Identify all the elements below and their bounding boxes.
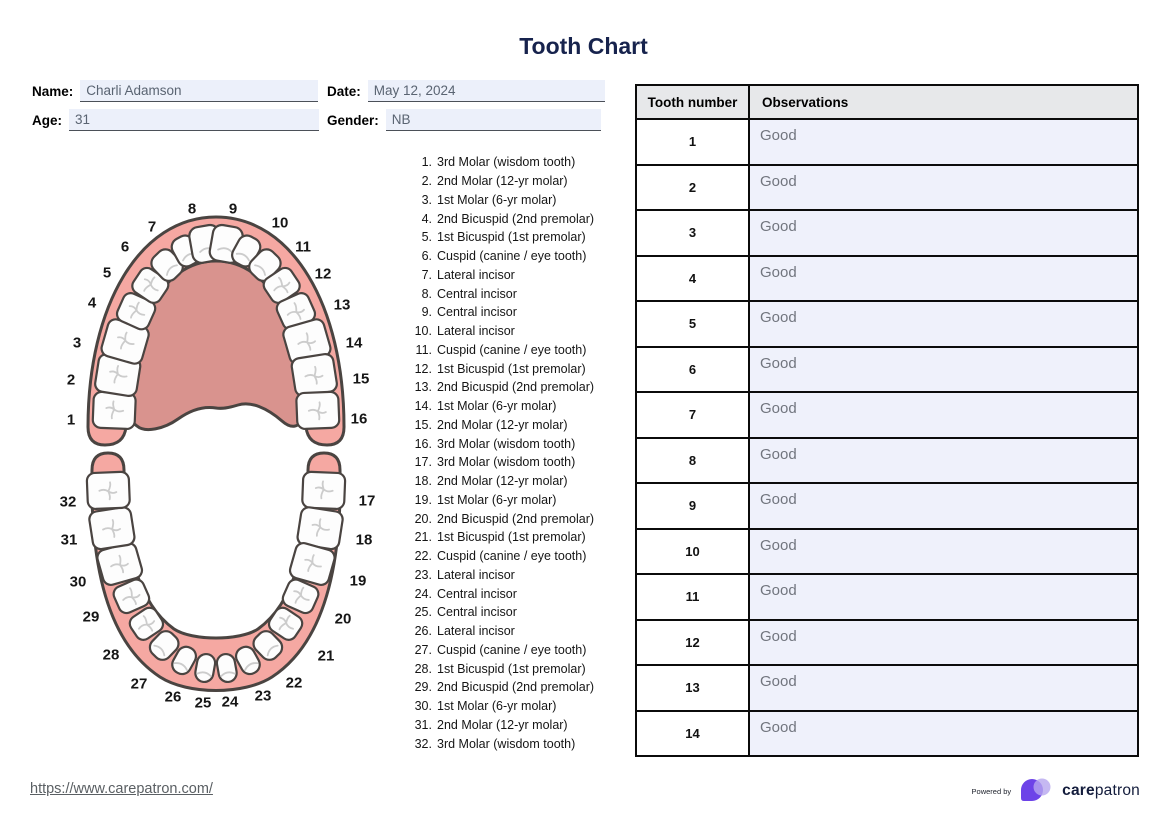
tooth-shape <box>88 506 135 550</box>
tooth-list-label: Cuspid (canine / eye tooth) <box>437 549 587 564</box>
observation-cell[interactable]: Good <box>749 256 1138 302</box>
tooth-number-cell: 3 <box>636 210 749 256</box>
tooth-list-number: 15. <box>414 417 432 432</box>
observations-table <box>635 84 1139 757</box>
tooth-number-label: 12 <box>314 265 332 283</box>
tooth-list-item <box>406 641 638 660</box>
table-row <box>636 301 1138 347</box>
observation-cell[interactable]: Good <box>749 210 1138 256</box>
tooth-name-list <box>406 153 638 753</box>
tooth-list-number: 29. <box>414 680 432 695</box>
tooth-list-label: Cuspid (canine / eye tooth) <box>437 342 587 357</box>
tooth-list-label: 2nd Bicuspid (2nd premolar) <box>437 511 595 526</box>
tooth-number-label: 19 <box>349 572 367 590</box>
carepatron-logo-icon <box>1018 777 1055 805</box>
tooth-list-number: 3. <box>421 192 432 207</box>
tooth-list-label: 3rd Molar (wisdom tooth) <box>437 155 576 170</box>
tooth-list-item <box>406 191 638 210</box>
tooth-list-number: 30. <box>414 699 432 714</box>
tooth-list-item <box>406 359 638 378</box>
tooth-number-label: 16 <box>350 410 368 428</box>
tooth-number-label: 10 <box>271 214 289 232</box>
tooth-list-label: 1st Bicuspid (1st premolar) <box>437 661 586 676</box>
tooth-list-number: 2. <box>421 174 432 189</box>
tooth-number-label: 17 <box>358 492 376 510</box>
tooth-list-item <box>406 397 638 416</box>
tooth-list-number: 31. <box>414 717 432 732</box>
tooth-number-label: 21 <box>317 647 335 665</box>
tooth-list-item <box>406 528 638 547</box>
tooth-shape <box>92 392 135 430</box>
tooth-number-label: 23 <box>254 687 272 705</box>
tooth-number-cell: 6 <box>636 347 749 393</box>
tooth-list-item <box>406 434 638 453</box>
tooth-list-label: Lateral incisor <box>437 324 515 339</box>
gender-label: Gender: <box>327 113 379 128</box>
date-input[interactable]: May 12, 2024 <box>368 80 605 102</box>
tooth-list-number: 13. <box>414 380 432 395</box>
table-row <box>636 438 1138 484</box>
tooth-number-label: 22 <box>285 674 303 692</box>
observation-cell[interactable]: Good <box>749 347 1138 393</box>
tooth-number-label: 29 <box>82 608 100 626</box>
tooth-number-label: 32 <box>59 493 77 511</box>
tooth-number-cell: 5 <box>636 301 749 347</box>
tooth-list-label: Cuspid (canine / eye tooth) <box>437 642 587 657</box>
tooth-number-label: 5 <box>102 264 112 282</box>
tooth-list-item <box>406 266 638 285</box>
tooth-list-number: 27. <box>414 642 432 657</box>
tooth-list-item <box>406 341 638 360</box>
tooth-list-label: 1st Bicuspid (1st premolar) <box>437 361 586 376</box>
tooth-list-item <box>406 659 638 678</box>
tooth-number-cell: 11 <box>636 574 749 620</box>
tooth-number-label: 4 <box>87 294 97 312</box>
tooth-number-label: 6 <box>120 238 130 256</box>
tooth-list-number: 19. <box>414 492 432 507</box>
table-row <box>636 529 1138 575</box>
tooth-list-item <box>406 566 638 585</box>
tooth-list-number: 18. <box>414 474 432 489</box>
tooth-number-label: 27 <box>130 675 148 693</box>
tooth-shape <box>87 472 130 510</box>
tooth-list-label: 2nd Molar (12-yr molar) <box>437 474 568 489</box>
tooth-shape <box>302 472 345 510</box>
tooth-number-label: 2 <box>66 371 76 389</box>
powered-by <box>972 777 1140 805</box>
tooth-number-label: 7 <box>147 218 157 236</box>
tooth-list-item <box>406 153 638 172</box>
tooth-list-number: 25. <box>414 605 432 620</box>
tooth-list-label: 2nd Bicuspid (2nd premolar) <box>437 680 595 695</box>
tooth-list-label: Cuspid (canine / eye tooth) <box>437 249 587 264</box>
table-row <box>636 665 1138 711</box>
date-label: Date: <box>327 84 361 99</box>
table-row <box>636 119 1138 165</box>
tooth-list-label: Lateral incisor <box>437 624 515 639</box>
tooth-list-item <box>406 453 638 472</box>
tooth-list-item <box>406 603 638 622</box>
tooth-list-number: 9. <box>421 305 432 320</box>
carepatron-link[interactable]: https://www.carepatron.com/ <box>30 781 213 797</box>
tooth-list-number: 5. <box>421 230 432 245</box>
tooth-number-label: 9 <box>228 200 238 218</box>
tooth-number-label: 31 <box>60 531 78 549</box>
tooth-list-label: 3rd Molar (wisdom tooth) <box>437 436 576 451</box>
tooth-number-cell: 1 <box>636 119 749 165</box>
tooth-list-item <box>406 172 638 191</box>
tooth-list-number: 14. <box>414 399 432 414</box>
tooth-number-header: Tooth number <box>636 85 749 119</box>
tooth-number-label: 18 <box>355 531 373 549</box>
tooth-list-label: 3rd Molar (wisdom tooth) <box>437 455 576 470</box>
age-label: Age: <box>32 113 62 128</box>
tooth-list-label: Central incisor <box>437 305 517 320</box>
tooth-list-item <box>406 734 638 753</box>
tooth-list-item <box>406 228 638 247</box>
tooth-number-cell: 14 <box>636 711 749 757</box>
tooth-number-label: 11 <box>295 238 311 256</box>
tooth-list-number: 12. <box>414 361 432 376</box>
tooth-number-cell: 12 <box>636 620 749 666</box>
tooth-list-number: 32. <box>414 736 432 751</box>
tooth-list-number: 26. <box>414 624 432 639</box>
carepatron-wordmark <box>1062 782 1140 800</box>
observation-cell[interactable]: Good <box>749 620 1138 666</box>
tooth-number-cell: 4 <box>636 256 749 302</box>
tooth-list-label: Central incisor <box>437 605 517 620</box>
tooth-list-label: 1st Bicuspid (1st premolar) <box>437 530 586 545</box>
tooth-list-label: 1st Bicuspid (1st premolar) <box>437 230 586 245</box>
tooth-list-number: 11. <box>415 342 432 357</box>
observation-cell[interactable]: Good <box>749 483 1138 529</box>
tooth-list-number: 1. <box>421 155 432 170</box>
tooth-list-item <box>406 247 638 266</box>
tooth-list-number: 28. <box>414 661 432 676</box>
observation-cell[interactable]: Good <box>749 301 1138 347</box>
tooth-number-cell: 7 <box>636 392 749 438</box>
brand-bold: care <box>1062 782 1095 799</box>
tooth-list-item <box>406 491 638 510</box>
tooth-list-item <box>406 697 638 716</box>
tooth-list-number: 24. <box>414 586 432 601</box>
tooth-shape <box>296 392 339 430</box>
tooth-list-label: 2nd Molar (12-yr molar) <box>437 717 568 732</box>
name-input[interactable]: Charli Adamson <box>80 80 318 102</box>
tooth-list-item <box>406 209 638 228</box>
tooth-list-label: 1st Molar (6-yr molar) <box>437 492 557 507</box>
tooth-list-item <box>406 547 638 566</box>
tooth-number-label: 20 <box>334 610 352 628</box>
table-row <box>636 256 1138 302</box>
tooth-list-number: 23. <box>414 567 432 582</box>
tooth-list-label: 1st Molar (6-yr molar) <box>437 192 557 207</box>
tooth-number-cell: 2 <box>636 165 749 211</box>
tooth-list-label: 2nd Bicuspid (2nd premolar) <box>437 380 595 395</box>
gender-field <box>327 109 601 131</box>
tooth-list-item <box>406 509 638 528</box>
tooth-list-number: 10. <box>414 324 432 339</box>
tooth-number-label: 13 <box>333 296 351 314</box>
tooth-list-label: 2nd Molar (12-yr molar) <box>437 174 568 189</box>
table-row <box>636 210 1138 256</box>
tooth-list-label: 1st Molar (6-yr molar) <box>437 399 557 414</box>
name-field <box>32 80 318 102</box>
tooth-list-label: Lateral incisor <box>437 267 515 282</box>
tooth-number-cell: 10 <box>636 529 749 575</box>
age-input[interactable]: 31 <box>69 109 319 131</box>
tooth-number-label: 26 <box>164 688 182 706</box>
tooth-list-item <box>406 622 638 641</box>
tooth-list-item <box>406 378 638 397</box>
observation-cell[interactable]: Good <box>749 665 1138 711</box>
name-label: Name: <box>32 84 74 99</box>
table-row <box>636 574 1138 620</box>
tooth-list-label: Central incisor <box>437 586 517 601</box>
tooth-number-label: 1 <box>66 411 76 429</box>
tooth-number-label: 25 <box>194 694 212 712</box>
tooth-list-label: Lateral incisor <box>437 567 515 582</box>
tooth-list-item <box>406 322 638 341</box>
tooth-list-number: 6. <box>421 249 432 264</box>
tooth-list-number: 21. <box>414 530 432 545</box>
page-title: Tooth Chart <box>519 33 648 59</box>
tooth-list-item <box>406 716 638 735</box>
tooth-list-item <box>406 303 638 322</box>
tooth-list-label: 3rd Molar (wisdom tooth) <box>437 736 576 751</box>
powered-by-label: Powered by <box>971 786 1012 796</box>
tooth-list-label: 2nd Molar (12-yr molar) <box>437 417 568 432</box>
tooth-list-item <box>406 284 638 303</box>
observation-cell[interactable]: Good <box>749 119 1138 165</box>
tooth-list-number: 16. <box>414 436 432 451</box>
tooth-list-item <box>406 678 638 697</box>
table-row <box>636 165 1138 211</box>
tooth-number-label: 28 <box>102 646 120 664</box>
table-row <box>636 347 1138 393</box>
tooth-number-label: 15 <box>352 370 370 388</box>
tooth-number-label: 14 <box>345 334 363 352</box>
observation-cell[interactable]: Good <box>749 574 1138 620</box>
tooth-number-cell: 9 <box>636 483 749 529</box>
tooth-list-number: 7. <box>421 267 432 282</box>
tooth-number-label: 3 <box>72 334 82 352</box>
observations-header: Observations <box>749 85 1138 119</box>
table-row <box>636 483 1138 529</box>
observation-cell[interactable]: Good <box>749 392 1138 438</box>
gender-input[interactable]: NB <box>386 109 601 131</box>
tooth-number-label: 24 <box>221 693 239 711</box>
observation-cell[interactable]: Good <box>749 165 1138 211</box>
tooth-shape <box>291 353 338 397</box>
tooth-list-number: 4. <box>421 211 432 226</box>
tooth-diagram <box>42 195 382 715</box>
table-row <box>636 711 1138 757</box>
tooth-list-label: 1st Molar (6-yr molar) <box>437 699 557 714</box>
age-field <box>32 109 319 131</box>
tooth-number-cell: 8 <box>636 438 749 484</box>
tooth-list-item <box>406 416 638 435</box>
table-row <box>636 620 1138 666</box>
observation-cell[interactable]: Good <box>749 711 1138 757</box>
tooth-list-label: 2nd Bicuspid (2nd premolar) <box>437 211 595 226</box>
tooth-list-number: 8. <box>421 286 432 301</box>
observation-cell[interactable]: Good <box>749 529 1138 575</box>
tooth-number-cell: 13 <box>636 665 749 711</box>
tooth-list-item <box>406 584 638 603</box>
tooth-list-number: 17. <box>414 455 432 470</box>
brand-regular: patron <box>1094 782 1140 799</box>
tooth-list-number: 20. <box>414 511 432 526</box>
date-field <box>327 80 605 102</box>
tooth-list-item <box>406 472 638 491</box>
table-row <box>636 392 1138 438</box>
tooth-number-label: 30 <box>69 573 87 591</box>
tooth-list-number: 22. <box>414 549 432 564</box>
table-header-row <box>636 85 1138 119</box>
tooth-list-label: Central incisor <box>437 286 517 301</box>
observation-cell[interactable]: Good <box>749 438 1138 484</box>
tooth-number-label: 8 <box>187 200 197 218</box>
